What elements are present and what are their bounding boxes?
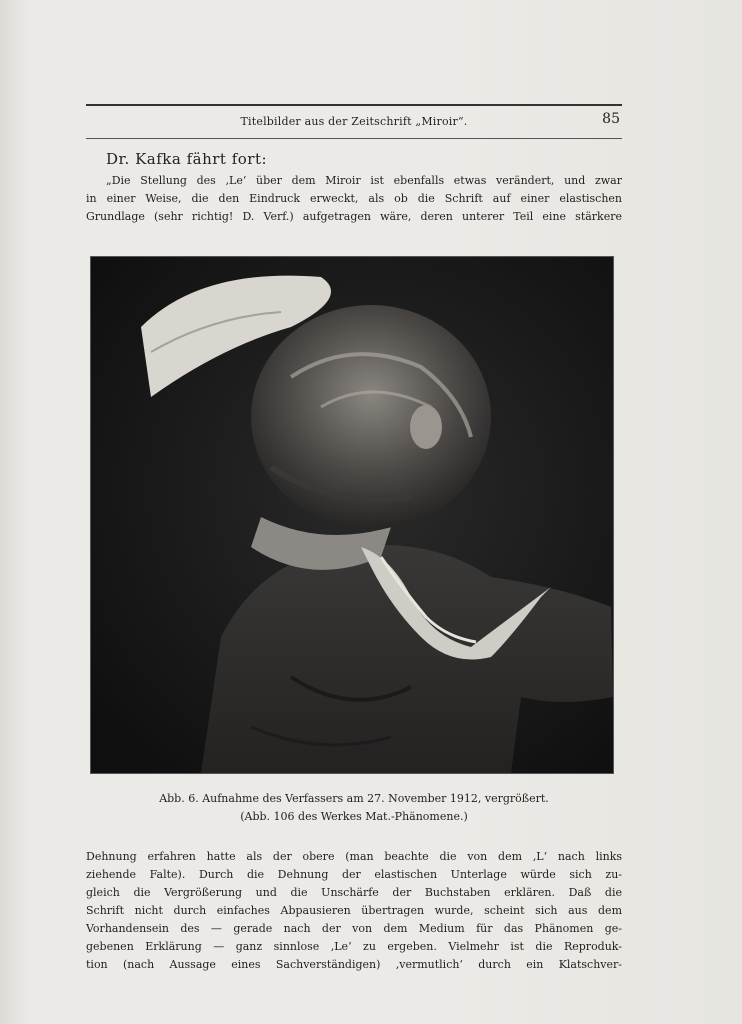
text-line: Dehnung erfahren hatte als der obere (man beachte die von dem ‚L‘ nach links xyxy=(86,850,622,863)
text-line: ziehende Falte). Durch die Dehnung der elastischen Unterlage würde sich zu- xyxy=(86,868,622,881)
body-paragraph xyxy=(86,848,622,974)
caption-line: (Abb. 106 des Werkes Mat.-Phänomene.) xyxy=(240,810,468,823)
section-heading: Dr. Kafka fährt fort: xyxy=(106,150,268,168)
running-header-title: Titelbilder aus der Zeitschrift „Miroir“. xyxy=(240,115,468,128)
text-line: Grundlage (sehr richtig! D. Verf.) aufgetragen wäre, deren unterer Teil eine stärkere xyxy=(86,210,622,223)
text-line: „Die Stellung des ‚Le‘ über dem Miroir ist ebenfalls etwas verändert, und zwar xyxy=(106,174,622,187)
text-line: gebenen Erklärung — ganz sinnlose ‚Le‘ zu ergeben. Vielmehr ist die Reproduk- xyxy=(86,940,622,953)
text-line: gleich die Vergrößerung und die Unschärfe der Buchstaben erklären. Daß die xyxy=(86,886,622,899)
intro-paragraph xyxy=(86,172,622,226)
text-line: Schrift nicht durch einfaches Abpausieren übertragen wurde, scheint sich aus dem xyxy=(86,904,622,917)
figure-caption xyxy=(86,790,622,826)
text-line: in einer Weise, die den Eindruck erweckt, als ob die Schrift auf einer elastischen xyxy=(86,192,622,205)
text-line: tion (nach Aussage eines Sachverständigen) ‚vermutlich‘ durch ein Klatschver- xyxy=(86,958,622,971)
page-number: 85 xyxy=(602,111,620,127)
caption-line: Abb. 6. Aufnahme des Verfassers am 27. November 1912, vergrößert. xyxy=(159,792,549,805)
text-line: Vorhandensein des — gerade nach der von dem Medium für das Phänomen ge- xyxy=(86,922,622,935)
figure-photograph xyxy=(90,256,614,774)
photograph-seated-figure xyxy=(91,257,613,773)
running-header xyxy=(86,104,622,139)
